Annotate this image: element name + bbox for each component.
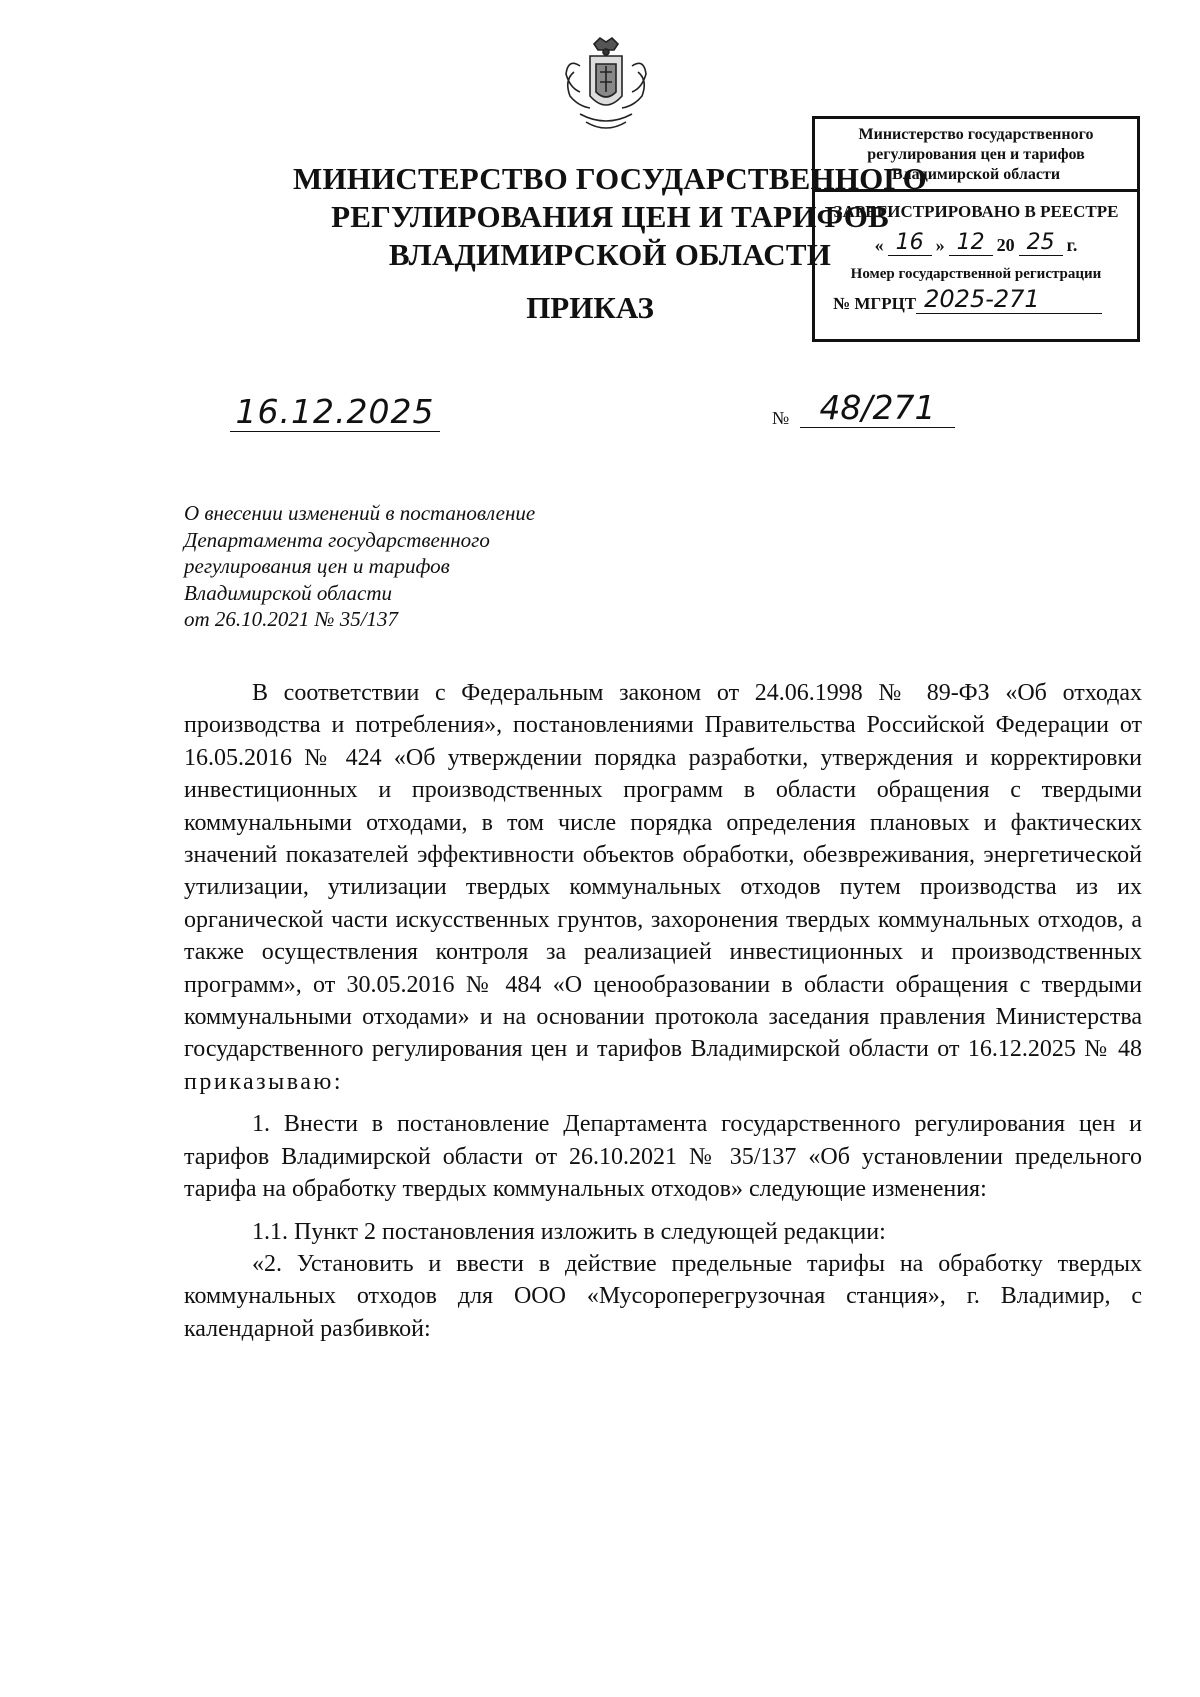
subject-line: регулирования цен и тарифов [184, 554, 450, 578]
stamp-org-line: Министерство государственного [858, 126, 1094, 143]
stamp-date-year-unit: г. [1066, 235, 1078, 255]
stamp-number-title: Номер государственной регистрации [850, 266, 1102, 282]
coat-of-arms-emblem [560, 36, 652, 136]
document-body [184, 677, 1142, 1345]
subject-line: О внесении изменений в постановление [184, 501, 536, 525]
header-line: РЕГУЛИРОВАНИЯ ЦЕН И ТАРИФОВ [331, 199, 889, 234]
body-paragraph-item-2: «2. Установить и ввести в действие предельные тарифы на обработку твердых коммунальных отходов для ООО «Мусороперегрузочная станция», г. Владимир, с календарной разбивкой: [184, 1250, 1142, 1342]
stamp-date-month: 12 [949, 230, 993, 256]
subject-line: Владимирской области [184, 580, 393, 605]
stamp-org-line: регулирования цен и тарифов [867, 146, 1085, 163]
stamp-number-prefix: № МГРЦТ [833, 294, 917, 313]
order-word: приказываю: [184, 1068, 344, 1095]
ministry-header [280, 160, 940, 274]
document-date: 16.12.2025 [230, 392, 440, 432]
subject-line: Департамента государственного [184, 527, 490, 552]
document-subject [184, 500, 535, 633]
stamp-number-value: 2025-271 [916, 285, 1102, 314]
stamp-date-line: « 16 » 12 20 25 г. [874, 230, 1078, 255]
stamp-number-line [815, 285, 1137, 314]
body-paragraph-item-1-1: 1.1. Пункт 2 постановления изложить в следующей редакции: [252, 1218, 886, 1245]
subject-line: от 26.10.2021 № 35/137 [184, 607, 399, 631]
stamp-date-year-suffix: 25 [1019, 230, 1063, 256]
body-paragraph-preamble: В соответствии с Федеральным законом от 24.06.1998 № 89-ФЗ «Об отходах производства и потребления», постановлениями Правительства Российской Федерации от 16.05.2016 № 424 «Об утверждении порядка разработки, утверждения и корректировки инвестиционных и производственных программ в области обращения с твердыми коммунальными отходами, в том числе порядка определения плановых и фактических значений показателей эффективности объектов обработки, обезвреживания, энергетической утилизации, утилизации твердых коммунальных отходов путем производства из их органической части искусственных грунтов, захоронения твердых коммунальных отходов, а также осуществления контроля за реализацией инвестиционных и производственных программ», от 30.05.2016 № 484 «О ценообразовании в области обращения с твердыми коммунальными отходами» и на основании протокола заседания правления Министерства государственного регулирования цен и тарифов Владимирской области от 16.12.2025 № 48 приказываю: [184, 680, 1142, 1095]
stamp-date-year-prefix: 20 [996, 235, 1015, 255]
document-type-title: ПРИКАЗ [526, 290, 654, 325]
header-line: МИНИСТЕРСТВО ГОСУДАРСТВЕННОГО [293, 161, 927, 196]
document-number-label: № [772, 408, 790, 428]
stamp-registered-label: ЗАРЕГИСТРИРОВАНО В РЕЕСТРЕ [833, 202, 1119, 221]
stamp-date-day: 16 [888, 230, 932, 256]
header-line: ВЛАДИМИРСКОЙ ОБЛАСТИ [388, 237, 832, 272]
stamp-org-line: Владимирской области [891, 166, 1061, 183]
document-number: 48/271 [800, 388, 955, 428]
body-paragraph-item-1: 1. Внести в постановление Департамента государственного регулирования цен и тарифов Владимирской области от 26.10.2021 № 35/137 «Об установлении предельного тарифа на обработку твердых коммунальных отходов» следующие изменения: [184, 1111, 1142, 1203]
